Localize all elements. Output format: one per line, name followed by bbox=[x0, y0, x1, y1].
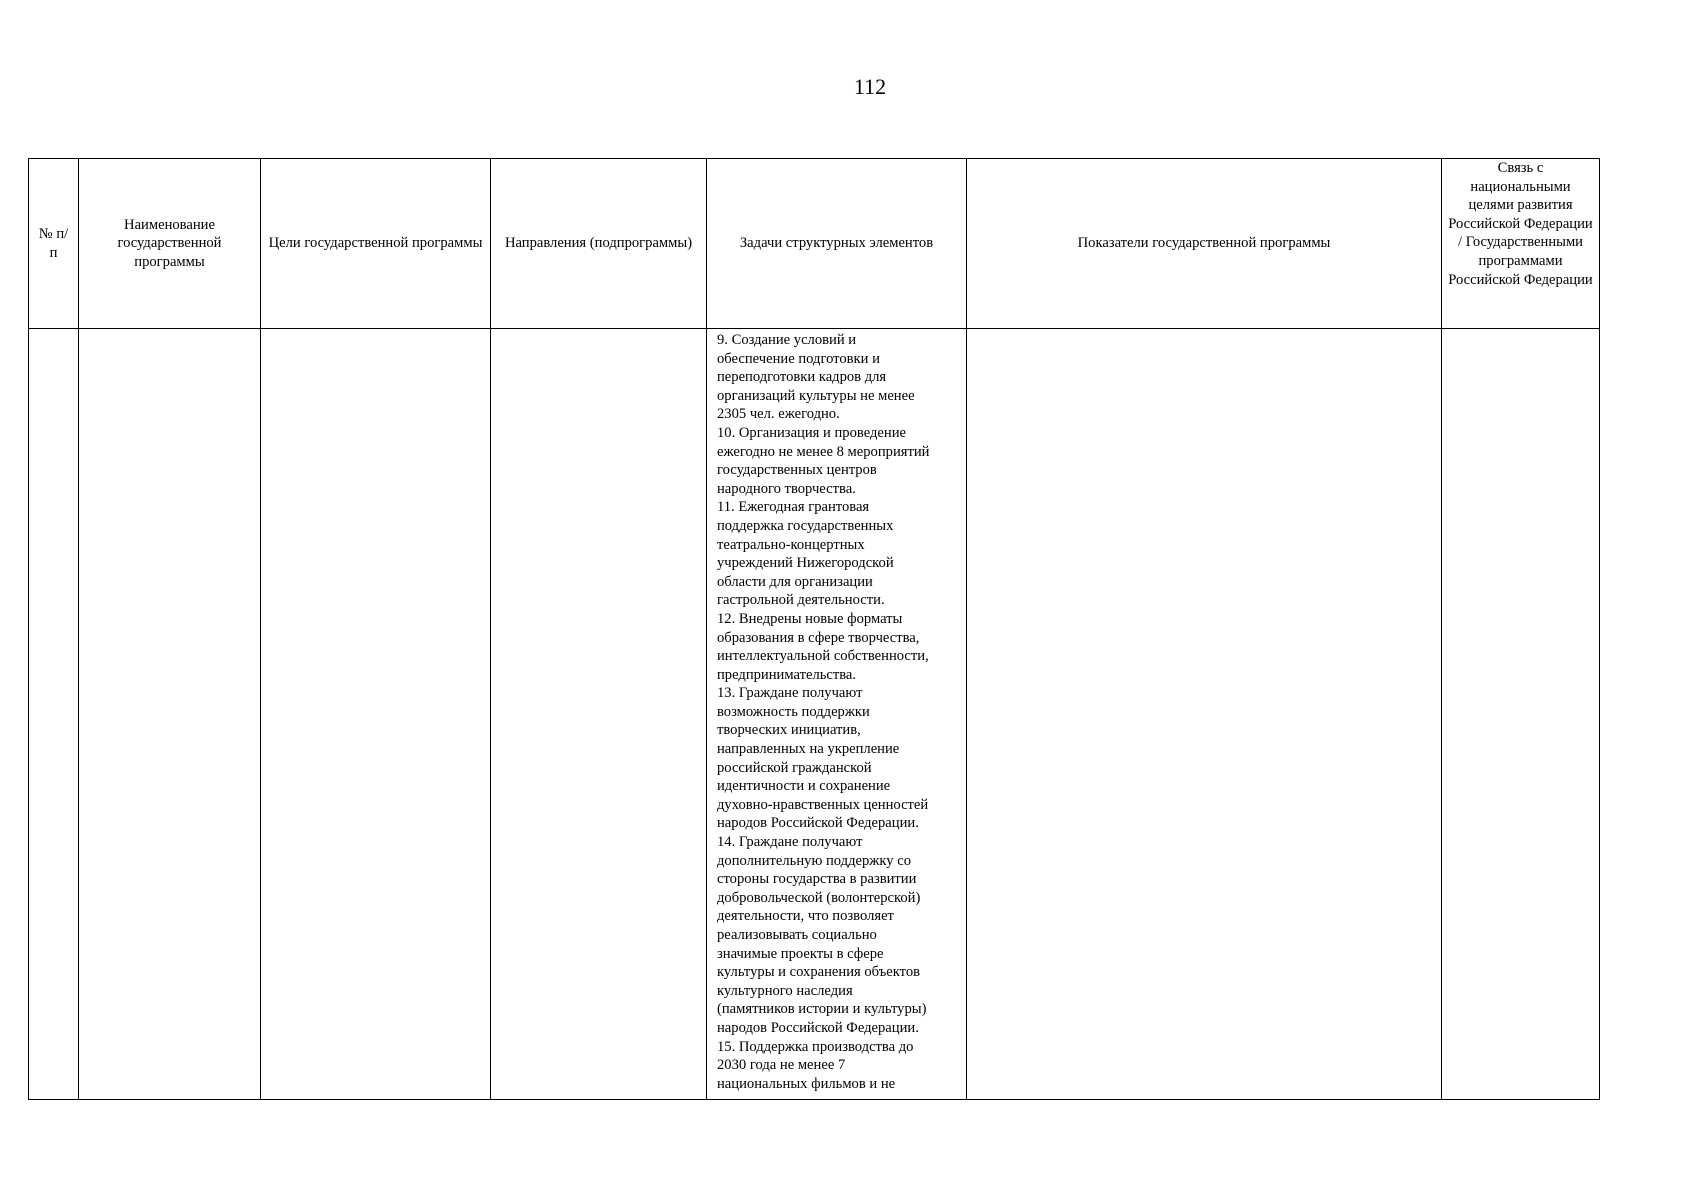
task-text-line: организаций культуры не менее bbox=[717, 387, 915, 404]
task-text-line: направленных на укрепление bbox=[717, 741, 900, 758]
task-text-line: области для организации bbox=[717, 573, 873, 590]
task-text-line: 12. Внедрены новые форматы bbox=[717, 610, 903, 627]
task-text-line: деятельности, что позволяет bbox=[717, 908, 894, 925]
header-national-goals-link: Связь с национальными целями развития Российской Федерации / Государственными программами Российской Федерации bbox=[1442, 159, 1600, 329]
task-text-line: идентичности и сохранение bbox=[717, 778, 891, 795]
task-text-line: реализовывать социально bbox=[717, 927, 877, 943]
cell-national-goals-link bbox=[1442, 329, 1600, 1100]
cell-indicators bbox=[967, 329, 1442, 1100]
task-text-line: ежегодно не менее 8 мероприятий bbox=[717, 443, 930, 460]
task-text-line: 2305 чел. ежегодно. bbox=[717, 406, 840, 423]
cell-goals bbox=[261, 329, 491, 1100]
task-text-line: творческих инициатив, bbox=[717, 722, 861, 739]
header-goals: Цели государственной программы bbox=[261, 159, 491, 329]
task-text-line: (памятников истории и культуры) bbox=[717, 1001, 927, 1018]
task-text-line: предпринимательства. bbox=[717, 666, 857, 683]
task-text-line: 15. Поддержка производства до bbox=[717, 1038, 914, 1055]
cell-program-name bbox=[79, 329, 261, 1100]
page-number: 112 bbox=[853, 74, 887, 99]
task-text-line: переподготовки кадров для bbox=[717, 369, 887, 386]
task-text-line: 2030 года не менее 7 bbox=[717, 1057, 846, 1074]
task-text-line: духовно-нравственных ценностей bbox=[717, 796, 929, 813]
task-text-line: культурного наследия bbox=[717, 982, 853, 999]
task-text-line: 10. Организация и проведение bbox=[717, 424, 906, 441]
task-text-line: стороны государства в развитии bbox=[717, 871, 917, 888]
task-text-line: образования в сфере творчества, bbox=[717, 629, 920, 646]
table-header-row bbox=[29, 159, 1600, 329]
task-text-line: российской гражданской bbox=[717, 759, 872, 776]
task-text-line: добровольческой (волонтерской) bbox=[717, 889, 921, 906]
task-text-line: национальных фильмов и не bbox=[717, 1075, 896, 1092]
task-text-line: 11. Ежегодная грантовая bbox=[717, 499, 870, 516]
task-text-line: учреждений Нижегородской bbox=[717, 555, 894, 572]
header-num: № п/п bbox=[29, 159, 79, 329]
cell-num bbox=[29, 329, 79, 1100]
task-text-line: возможность поддержки bbox=[717, 703, 870, 720]
task-text-line: дополнительную поддержку со bbox=[717, 852, 911, 869]
program-table bbox=[28, 158, 1600, 1100]
header-program-name: Наименование государственной программы bbox=[79, 159, 261, 329]
header-directions: Направления (подпрограммы) bbox=[491, 159, 707, 329]
task-text-line: поддержка государственных bbox=[717, 517, 894, 534]
task-text-line: государственных центров bbox=[717, 462, 877, 479]
header-indicators: Показатели государственной программы bbox=[967, 159, 1442, 329]
header-tasks: Задачи структурных элементов bbox=[707, 159, 967, 329]
cell-directions bbox=[491, 329, 707, 1100]
cell-tasks bbox=[707, 329, 967, 1100]
task-text-line: 14. Граждане получают bbox=[717, 834, 863, 851]
task-text-line: театрально-концертных bbox=[717, 536, 865, 553]
table-row bbox=[29, 329, 1600, 1100]
task-list bbox=[717, 331, 958, 1093]
task-text-line: гастрольной деятельности. bbox=[717, 592, 885, 609]
task-text-line: обеспечение подготовки и bbox=[717, 350, 880, 367]
task-text-line: интеллектуальной собственности, bbox=[717, 648, 929, 665]
task-text-line: народов Российской Федерации. bbox=[717, 815, 919, 832]
task-text-line: 9. Создание условий и bbox=[717, 332, 857, 348]
task-text-line: народного творчества. bbox=[717, 480, 856, 497]
task-text-line: народов Российской Федерации. bbox=[717, 1019, 919, 1036]
task-text-line: культуры и сохранения объектов bbox=[717, 964, 921, 981]
task-text-line: значимые проекты в сфере bbox=[717, 945, 884, 962]
task-text-line: 13. Граждане получают bbox=[717, 685, 863, 702]
